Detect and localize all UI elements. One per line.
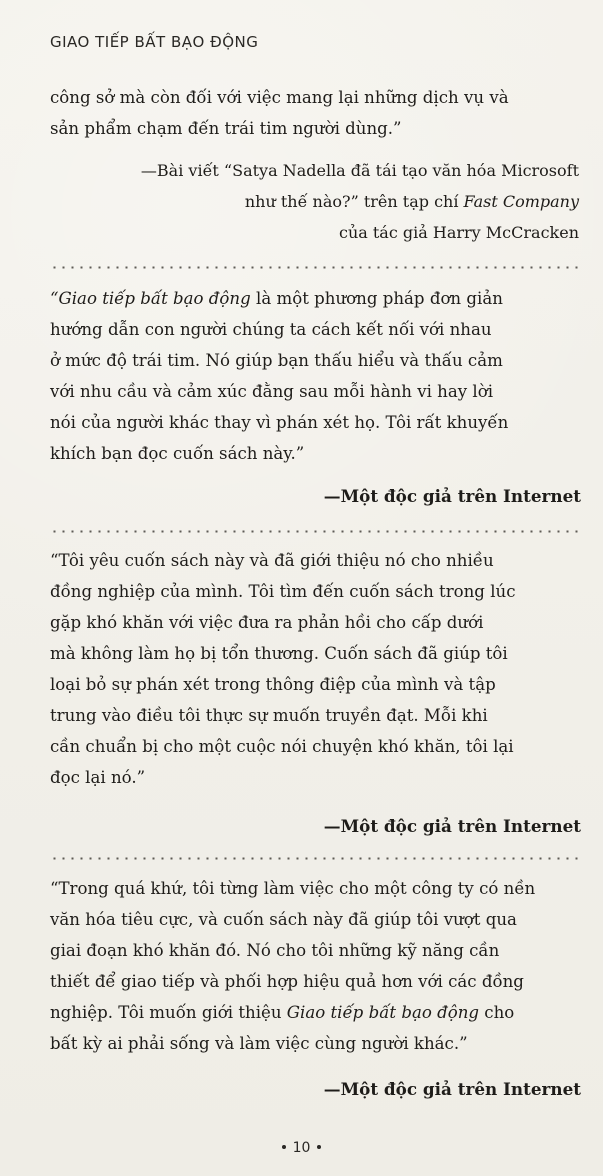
review-1-line-5: nói của người khác thay vì phán xét họ. Tôi rất khuyến (50, 413, 509, 432)
running-header: GIAO TIẾP BẤT BẠO ĐỘNG (50, 33, 259, 51)
review-2-line-5: loại bỏ sự phán xét trong thông điệp của mình và tập (50, 675, 496, 694)
review-2-line-3: gặp khó khăn với việc đưa ra phản hồi cho cấp dưới (50, 613, 484, 632)
top-quote-line-2: sản phẩm chạm đến trái tim người dùng.” (50, 119, 402, 138)
review-3-line-5-text: nghiệp. Tôi muốn giới thiệu (50, 1003, 287, 1022)
dotted-divider-3 (50, 857, 580, 860)
dotted-divider-1 (50, 266, 580, 269)
review-3-line-6: bất kỳ ai phải sống và làm việc cùng người khác.” (50, 1034, 468, 1053)
top-quote-line-1: công sở mà còn đối với việc mang lại những dịch vụ và (50, 88, 509, 107)
top-attribution-line-3: của tác giả Harry McCracken (338, 223, 579, 242)
review-3-line-5-tail: cho (479, 1003, 515, 1022)
dotted-divider-2 (50, 530, 580, 533)
top-attribution-line-1: —Bài viết “Satya Nadella đã tái tạo văn hóa Microsoft (140, 161, 579, 180)
top-attribution-line-2 (141, 186, 579, 217)
review-1 (50, 283, 580, 469)
review-1-line-4: với nhu cầu và cảm xúc đằng sau mỗi hành vi hay lời (50, 382, 494, 401)
review-2-line-4: mà không làm họ bị tổn thương. Cuốn sách đã giúp tôi (50, 644, 508, 663)
review-3 (50, 873, 580, 1059)
top-attribution (141, 155, 579, 248)
book-title-italic-inline: Giao tiếp bất bạo động (286, 1003, 480, 1022)
review-3-line-3: giai đoạn khó khăn đó. Nó cho tôi những kỹ năng cần (50, 941, 500, 960)
review-1-line-2: hướng dẫn con người chúng ta cách kết nối với nhau (50, 320, 492, 339)
review-2-line-2: đồng nghiệp của mình. Tôi tìm đến cuốn sách trong lúc (50, 582, 516, 601)
review-2-line-7: cần chuẩn bị cho một cuộc nói chuyện khó khăn, tôi lại (50, 737, 514, 756)
review-3-line-2: văn hóa tiêu cực, và cuốn sách này đã giúp tôi vượt qua (50, 910, 517, 929)
review-1-line-1 (50, 283, 580, 314)
review-2 (50, 545, 580, 793)
review-2-line-1: “Tôi yêu cuốn sách này và đã giới thiệu nó cho nhiều (50, 551, 494, 570)
book-title-italic: “Giao tiếp bất bạo động (50, 289, 251, 308)
review-3-line-4: thiết để giao tiếp và phối hợp hiệu quả hơn với các đồng (50, 972, 524, 991)
review-3-line-1: “Trong quá khứ, tôi từng làm việc cho một công ty có nền (50, 879, 536, 898)
page-number: 10 (292, 1140, 311, 1156)
review-2-line-6: trung vào điều tôi thực sự muốn truyền đạt. Mỗi khi (50, 706, 488, 725)
review-1-line-3: ở mức độ trái tim. Nó giúp bạn thấu hiểu và thấu cảm (50, 351, 503, 370)
page-number-footer (0, 1141, 603, 1155)
review-1-signature: —Một độc giả trên Internet (323, 486, 581, 506)
review-3-signature: —Một độc giả trên Internet (323, 1079, 581, 1099)
top-quote (50, 82, 580, 144)
publication-name: Fast Company (463, 192, 579, 211)
page-number-right-dot (317, 1145, 321, 1149)
review-3-line-5 (50, 997, 580, 1028)
publication-prefix: như thế nào?” trên tạp chí (244, 192, 464, 211)
review-1-line-6: khích bạn đọc cuốn sách này.” (50, 444, 305, 463)
review-2-line-8: đọc lại nó.” (50, 768, 146, 787)
review-1-line-1-text: là một phương pháp đơn giản (250, 289, 503, 308)
page-number-left-dot (282, 1145, 286, 1149)
review-2-signature: —Một độc giả trên Internet (323, 816, 581, 836)
